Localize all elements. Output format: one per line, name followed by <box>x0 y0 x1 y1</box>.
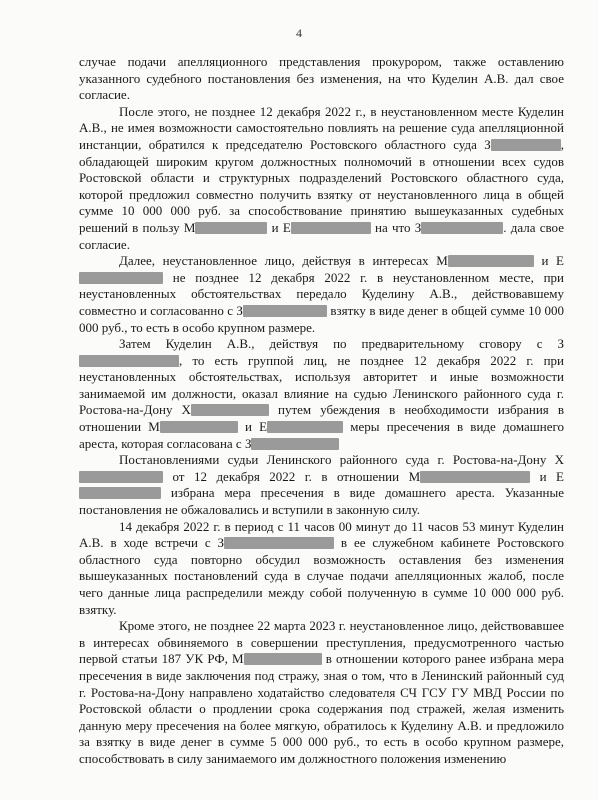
paragraph-text: и Е <box>237 419 268 435</box>
paragraph-p6 <box>79 519 564 619</box>
redaction-block <box>224 537 334 549</box>
paragraph-p5 <box>79 452 564 518</box>
paragraph-text: После этого, не позднее 12 декабря 2022 г., в неустановленном месте Куделин А.В., не имея возможности самостоятельно повлиять на решение суда апелляционной инстанции, обратился к председателю Ростовского областного суда З <box>79 103 564 152</box>
redaction-block <box>243 305 327 317</box>
redaction-block <box>420 471 530 483</box>
paragraph-text: Далее, неустановленное лицо, действуя в интересах М <box>119 253 448 269</box>
redaction-block <box>79 355 179 367</box>
paragraph-text: меры пресечения в виде домашнего ареста, которая согласована с З <box>79 419 564 451</box>
paragraph-text: взятку в виде денег в общей сумме 10 000 000 руб., то есть в особо крупном размере. <box>79 302 564 335</box>
paragraph-text: и Е <box>267 219 291 235</box>
redaction-block <box>244 653 322 665</box>
paragraph-text: , обладающей широким кругом должностных полномочий в отношении всех судов Ростовской области и структурных подразделений Ростовского областного суда, которой предложил совместно получить взятку от неустановленного лица в общей сумме 10 000 000 руб. за способствование принятию вышеуказанных судебных решений в пользу М <box>79 136 564 235</box>
paragraph-text: путем убеждения в необходимости избрания в отношении М <box>79 402 564 435</box>
redaction-block <box>79 272 163 284</box>
redaction-block <box>195 222 267 234</box>
redaction-block <box>79 487 161 499</box>
paragraph-p4 <box>79 336 564 452</box>
paragraph-text: , то есть группой лиц, не позднее 12 декабря 2022 г. при неустановленных обстоятельствах, используя авторитет и иные возможности занимаемой им должности, оказал влияние на судью Ленинского районного суда г. Ростова-на-Дону Х <box>79 352 564 418</box>
paragraph-text: и Е <box>533 253 564 269</box>
paragraph-text: на что З <box>370 219 422 235</box>
redaction-block <box>79 471 163 483</box>
redaction-block <box>267 421 343 433</box>
paragraph-text: . дала свое согласие. <box>79 219 564 252</box>
redaction-block <box>448 255 534 267</box>
paragraph-text: в отношении которого ранее избрана мера пресечения в виде заключения под стражу, зная о том, что в Ленинский районный суд г. Ростова-на-Дону направлено ходатайство следователя СЧ ГСУ ГУ МВД России по Ростовской области о продлении срока содержания под стражей, желая изменить данную меру пресечения на более мягкую, обратилось к Куделину А.В. и предложило за взятку в виде денег в сумме 5 000 000 руб., то есть в особо крупном размере, способствовать в силу занимаемого им должностного положения изменению <box>79 651 564 766</box>
paragraph-text: от 12 декабря 2022 г. в отношении М <box>163 468 421 484</box>
paragraph-p3 <box>79 253 564 336</box>
paragraph-text: не позднее 12 декабря 2022 г. в неустановленном месте, при неустановленных обстоятельствах передало Куделину А.В., действовавшему совместно и согласованно с З <box>79 269 564 318</box>
paragraph-text: и Е <box>530 468 564 484</box>
document-body <box>79 54 564 768</box>
paragraph-text: избрана мера пресечения в виде домашнего ареста. Указанные постановления не обжаловались и вступили в законную силу. <box>79 485 564 518</box>
redaction-block <box>160 421 238 433</box>
paragraph-text: Постановлениями судьи Ленинского районного суда г. Ростова-на-Дону Х <box>119 452 564 468</box>
redaction-block <box>491 139 561 151</box>
redaction-block <box>291 222 371 234</box>
redaction-block <box>191 404 269 416</box>
paragraph-p7 <box>79 618 564 767</box>
paragraph-text: случае подачи апелляционного представления прокурором, также оставлению указанного судебного постановления без изменения, на что Куделин А.В. дал свое согласие. <box>79 54 564 103</box>
paragraph-p2 <box>79 104 564 253</box>
paragraph-text: Затем Куделин А.В., действуя по предварительному сговору с З <box>119 336 564 352</box>
paragraph-text: в ее служебном кабинете Ростовского областного суда повторно обсудил возможность оставления без изменения вышеуказанных постановлений суда в случае подачи апелляционных жалоб, после чего данные лица распределили между собой полученную в сумме 10 000 000 руб. взятку. <box>79 535 564 617</box>
paragraph-text: 14 декабря 2022 г. в период с 11 часов 00 минут до 11 часов 53 минут Куделин А.В. в ходе встречи с З <box>79 518 564 551</box>
redaction-block <box>251 438 339 450</box>
page-number: 4 <box>296 26 302 40</box>
paragraph-text: Кроме этого, не позднее 22 марта 2023 г. неустановленное лицо, действовавшее в интересах обвиняемого в совершении преступления, предусмотренного частью первой статьи 187 УК РФ, М <box>79 618 564 667</box>
paragraph-p1 <box>79 54 564 104</box>
redaction-block <box>421 222 503 234</box>
